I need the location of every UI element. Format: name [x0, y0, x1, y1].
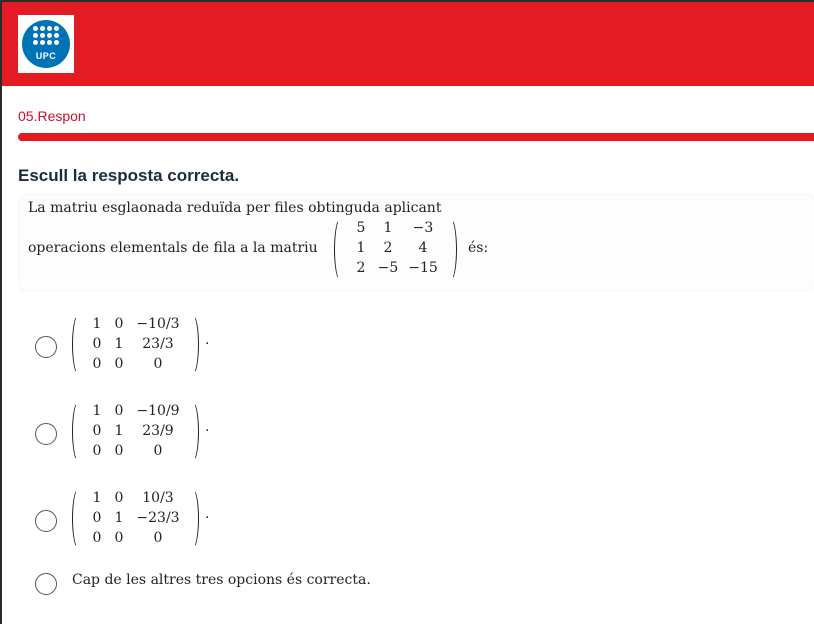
matrix-cell: 0: [114, 403, 124, 419]
matrix-left-paren: [72, 401, 85, 462]
header-bar: [2, 2, 814, 86]
matrix-cell: 1: [114, 423, 124, 439]
option-2-radio[interactable]: [35, 423, 57, 445]
matrix-cell: 5: [356, 220, 366, 236]
matrix-cell: 23/9: [142, 423, 174, 439]
matrix-left-paren: [72, 488, 85, 549]
matrix-right-paren: [444, 218, 457, 281]
option-2-suffix: .: [205, 419, 210, 435]
question-box: [20, 195, 814, 290]
matrix-cell: −23/3: [136, 510, 180, 526]
option-2-matrix: [72, 401, 200, 463]
matrix-cell: 0: [114, 530, 124, 546]
matrix-right-paren: [186, 401, 199, 462]
matrix-cell: −15: [408, 260, 438, 276]
option-1-suffix: .: [205, 332, 210, 348]
question-text-line3: és:: [468, 240, 489, 256]
matrix-left-paren: [72, 314, 85, 375]
matrix-cell: 1: [92, 316, 102, 332]
breadcrumb[interactable]: 05.Respon: [18, 108, 86, 124]
matrix-cell: 0: [92, 423, 102, 439]
logo-text: UPC: [35, 51, 57, 61]
matrix-cell: 1: [383, 220, 393, 236]
matrix-cell: 1: [92, 490, 102, 506]
matrix-cell: 0: [92, 510, 102, 526]
question-text-line1: La matriu esglaonada reduïda per files obtinguda aplicant: [28, 200, 442, 216]
matrix-grid: [86, 488, 186, 548]
matrix-cell: 10/3: [142, 490, 174, 506]
upc-logo[interactable]: [18, 15, 74, 73]
matrix-right-paren: [186, 314, 199, 375]
matrix-cell: 2: [356, 260, 366, 276]
matrix-cell: 4: [418, 240, 428, 256]
question-matrix: [334, 218, 458, 282]
matrix-cell: 0: [92, 336, 102, 352]
upc-logo-circle: [22, 20, 70, 68]
matrix-cell: 1: [114, 336, 124, 352]
matrix-cell: 1: [356, 240, 366, 256]
matrix-cell: 0: [114, 316, 124, 332]
matrix-grid: [86, 401, 186, 461]
matrix-grid: [86, 314, 186, 374]
option-1-matrix: [72, 314, 200, 376]
option-4-text: Cap de les altres tres opcions és correcta.: [72, 572, 371, 588]
matrix-cell: 0: [153, 530, 163, 546]
matrix-cell: 0: [153, 443, 163, 459]
option-3-radio[interactable]: [35, 510, 57, 532]
matrix-cell: 2: [383, 240, 393, 256]
matrix-cell: 0: [92, 530, 102, 546]
matrix-cell: 0: [153, 356, 163, 372]
option-1-radio[interactable]: [35, 336, 57, 358]
matrix-cell: 0: [92, 356, 102, 372]
matrix-cell: −10/3: [136, 316, 180, 332]
logo-dots-icon: [33, 26, 59, 50]
matrix-cell: 0: [114, 443, 124, 459]
matrix-cell: 1: [114, 510, 124, 526]
question-title: Escull la resposta correcta.: [18, 166, 240, 185]
matrix-left-paren: [334, 218, 347, 281]
matrix-cell: 0: [114, 490, 124, 506]
matrix-cell: −3: [412, 220, 434, 236]
question-text-line2: operacions elementals de fila a la matriu: [28, 240, 318, 256]
option-3-matrix: [72, 488, 200, 550]
progress-bar: [18, 133, 814, 141]
matrix-cell: 1: [92, 403, 102, 419]
option-4-radio[interactable]: [35, 573, 57, 595]
matrix-right-paren: [186, 488, 199, 549]
matrix-cell: −10/9: [136, 403, 180, 419]
matrix-cell: 23/3: [142, 336, 174, 352]
matrix-cell: 0: [92, 443, 102, 459]
matrix-cell: 0: [114, 356, 124, 372]
matrix-grid: [348, 218, 444, 278]
matrix-cell: −5: [377, 260, 399, 276]
option-3-suffix: .: [205, 506, 210, 522]
